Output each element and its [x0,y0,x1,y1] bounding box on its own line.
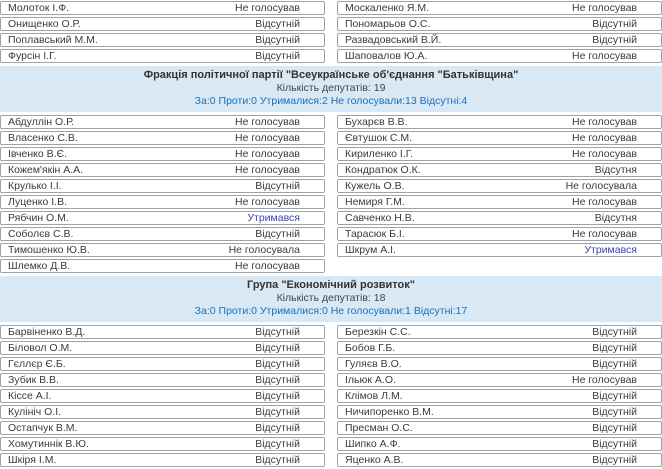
deputy-name: Москаленко Я.М. [345,2,430,14]
deputy-name: Біловол О.М. [8,342,73,354]
deputy-name: Соболєв С.В. [8,228,74,240]
vote-status: Не голосував [234,148,300,160]
deputy-row [0,211,325,225]
deputy-row [0,389,325,403]
deputy-row [337,243,662,257]
vote-status: Відсутній [255,422,300,434]
vote-status: Відсутній [255,180,300,192]
deputy-name: Гєллєр Є.Б. [8,358,66,370]
deputy-name: Власенко С.В. [8,132,78,144]
deputy-name: Гуляєв В.О. [345,358,402,370]
deputy-row [0,147,325,161]
section-top-partial [0,1,662,65]
deputy-row [337,1,662,15]
deputy-name: Івченко В.Є. [8,148,67,160]
deputy-row [0,325,325,339]
deputy-name: Хомутиннік В.Ю. [8,438,89,450]
deputy-row [0,243,325,257]
vote-status: Відсутній [592,390,637,402]
vote-status: Утримався [584,244,637,256]
deputy-row [0,163,325,177]
deputy-name: Шкрум А.І. [345,244,396,256]
deputy-row [0,227,325,241]
deputy-row [0,1,325,15]
deputy-row [337,405,662,419]
deputy-row [337,131,662,145]
deputy-name: Рябчин О.М. [8,212,69,224]
deputy-row [0,259,325,273]
deputy-name: Ничипоренко В.М. [345,406,434,418]
deputy-name: Шлемко Д.В. [8,260,71,272]
deputy-name: Березкін С.С. [345,326,411,338]
vote-status: Відсутній [255,438,300,450]
deputy-name: Абдуллін О.Р. [8,116,75,128]
deputy-row [337,453,662,467]
deputy-row [337,33,662,47]
vote-status: Відсутня [594,164,637,176]
deputy-row [337,49,662,63]
deputy-name: Немиря Г.М. [345,196,405,208]
vote-status: Відсутній [592,342,637,354]
section-ekonomichnyi-rozvytok [0,276,662,469]
deputy-row [0,17,325,31]
deputy-name: Яценко А.В. [345,454,404,466]
faction-header-band [0,66,662,112]
faction-title: Фракція політичної партії "Всеукраїнське об'єднання "Батьківщина" [143,69,519,81]
deputy-row [337,179,662,193]
faction-title: Група "Економічний розвиток" [247,279,415,291]
vote-status: Відсутній [255,406,300,418]
deputy-name: Тарасюк Б.І. [345,228,405,240]
deputy-row [337,341,662,355]
deputy-row [337,115,662,129]
vote-status: Відсутній [592,358,637,370]
vote-status: Не голосував [571,374,637,386]
deputy-name: Кожем'якін А.А. [8,164,84,176]
deputy-name: Тимошенко Ю.В. [8,244,90,256]
deputy-row [0,49,325,63]
deputy-name: Молоток І.Ф. [8,2,70,14]
deputy-name: Кужель О.В. [345,180,405,192]
vote-status: Відсутній [255,374,300,386]
vote-status: Відсутній [255,34,300,46]
vote-status: Відсутній [592,406,637,418]
vote-status: Не голосував [571,116,637,128]
deputy-name: Шипко А.Ф. [345,438,401,450]
deputy-name: Барвіненко В.Д. [8,326,86,338]
vote-status: Відсутній [255,454,300,466]
deputy-row [0,421,325,435]
deputy-row [0,195,325,209]
deputy-row [337,211,662,225]
deputy-name: Крулько І.І. [8,180,62,192]
deputy-name: Поплавський М.М. [8,34,98,46]
deputy-row [337,195,662,209]
vote-status: Не голосувала [565,180,637,192]
deputy-name: Зубик В.В. [8,374,59,386]
deputies-column-left [0,115,325,275]
deputy-row [337,437,662,451]
vote-status: Не голосував [571,132,637,144]
deputy-name: Шкіря І.М. [8,454,57,466]
deputy-row [0,373,325,387]
deputies-columns [0,115,662,275]
deputy-name: Фурсін І.Г. [8,50,57,62]
deputy-row [337,163,662,177]
deputy-name: Ільюк А.О. [345,374,396,386]
deputy-row [337,373,662,387]
deputy-row [0,341,325,355]
vote-status: Відсутній [592,454,637,466]
deputy-name: Клімов Л.М. [345,390,403,402]
deputies-column-right [337,1,662,65]
deputy-row [0,453,325,467]
vote-status: Не голосував [571,196,637,208]
deputy-name: Остапчук В.М. [8,422,78,434]
vote-status: Не голосував [234,116,300,128]
deputy-row [337,357,662,371]
vote-status: Відсутній [255,50,300,62]
deputy-row [0,357,325,371]
vote-status: Відсутній [255,390,300,402]
deputy-row [0,131,325,145]
deputy-name: Бухарєв В.В. [345,116,408,128]
deputy-name: Кондратюк О.К. [345,164,421,176]
deputy-row [0,33,325,47]
vote-status: Відсутній [255,342,300,354]
deputy-name: Пономарьов О.С. [345,18,431,30]
deputies-columns [0,325,662,469]
deputy-row [0,179,325,193]
deputy-name: Бобов Г.Б. [345,342,396,354]
faction-vote-stats: За:0 Проти:0 Утрималися:2 Не голосували:13 Відсутні:4 [194,95,468,107]
deputies-column-right [337,115,662,275]
vote-status: Не голосував [571,50,637,62]
vote-status: Не голосував [234,196,300,208]
deputy-name: Кириленко І.Г. [345,148,414,160]
vote-status: Відсутній [592,422,637,434]
deputies-column-right [337,325,662,469]
vote-status: Відсутній [592,18,637,30]
vote-status: Відсутній [255,228,300,240]
vote-status: Не голосував [571,148,637,160]
deputy-row [337,421,662,435]
deputy-name: Шаповалов Ю.А. [345,50,428,62]
faction-header-band [0,276,662,322]
vote-status: Відсутня [594,212,637,224]
deputy-row [337,389,662,403]
section-batkivshchyna [0,66,662,275]
deputy-name: Развадовський В.Й. [345,34,442,46]
vote-status: Не голосував [234,132,300,144]
vote-status: Утримався [247,212,300,224]
deputy-name: Євтушок С.М. [345,132,413,144]
faction-vote-stats: За:0 Проти:0 Утрималися:0 Не голосували:1 Відсутні:17 [194,305,468,317]
vote-status: Не голосувала [228,244,300,256]
vote-status: Відсутній [255,326,300,338]
deputy-name: Кіссе А.І. [8,390,52,402]
faction-deputy-count: Кількість депутатів: 19 [276,82,386,94]
vote-status: Відсутній [592,34,637,46]
deputy-row [337,147,662,161]
vote-status: Не голосував [234,260,300,272]
deputies-columns [0,1,662,65]
vote-status: Відсутній [255,358,300,370]
deputy-row [337,227,662,241]
deputies-column-left [0,325,325,469]
vote-status: Не голосував [571,2,637,14]
deputy-row [337,325,662,339]
deputy-row [0,405,325,419]
vote-status: Не голосував [234,164,300,176]
vote-status: Відсутній [592,326,637,338]
vote-status: Не голосував [234,2,300,14]
deputy-name: Пресман О.С. [345,422,413,434]
vote-status: Не голосував [571,228,637,240]
faction-deputy-count: Кількість депутатів: 18 [276,292,386,304]
deputy-name: Кулініч О.І. [8,406,62,418]
vote-status: Відсутній [592,438,637,450]
deputy-row [0,115,325,129]
deputy-row [337,17,662,31]
deputy-name: Онищенко О.Р. [8,18,81,30]
deputy-name: Луценко І.В. [8,196,68,208]
vote-status: Відсутній [255,18,300,30]
deputies-column-left [0,1,325,65]
deputy-name: Савченко Н.В. [345,212,415,224]
deputy-row [0,437,325,451]
